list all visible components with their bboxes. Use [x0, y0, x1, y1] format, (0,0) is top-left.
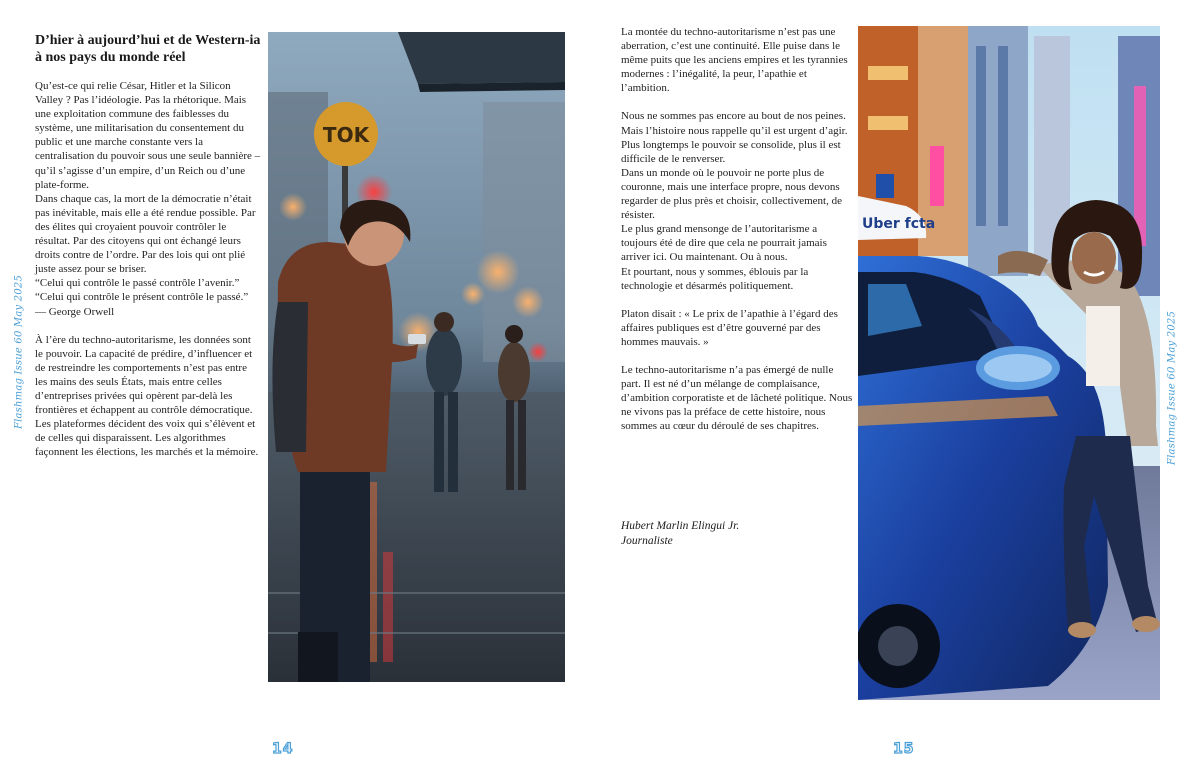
paragraph: Dans chaque cas, la mort de la démocratie n’était pas inévitable, mais elle a été rendue possible. Par des élites qui croyaient pouvoir contrôler le résultat. Par des citoyens qui ont échangé leurs droits contre de l’ordre. Par des lois qui ont plié juste assez pour se briser.: [35, 192, 256, 276]
paragraph: Plus longtemps le pouvoir se consolide, plus il est difficile de le renverser.: [621, 138, 841, 165]
page-number-right: 15: [893, 741, 915, 757]
quote-line: “Celui qui contrôle le présent contrôle le passé.”: [35, 291, 249, 304]
paragraph-gap: [621, 349, 855, 363]
paragraph: Nous ne sommes pas encore au bout de nos peines. Mais l’histoire nous rappelle qu’il est urgent d’agir.: [621, 110, 848, 137]
photo-man-with-phone: [268, 32, 565, 682]
paragraph: Dans un monde où le pouvoir ne porte plus de couronne, mais une interface propre, nous devons regarder de plus près et choisir, collectivement, de résister.: [621, 166, 842, 222]
photo-sign-text: TOK: [322, 123, 370, 147]
paragraph-gap: [621, 293, 855, 307]
quote-attribution: — George Orwell: [35, 305, 115, 318]
author-role: Journaliste: [621, 534, 673, 547]
paragraph: Le plus grand mensonge de l’autoritarisme a toujours été de dire que cela ne pourrait jamais arriver ici. Ou maintenant. Ou à nous.: [621, 223, 827, 264]
issue-note-left: Flashmag Issue 60 May 2025: [13, 274, 25, 430]
quote-paragraph: Platon disait : « Le prix de l’apathie à l’égard des affaires publiques est d’être gouverné par des hommes mauvais. »: [621, 307, 838, 348]
photo-woman-with-car: [858, 26, 1160, 700]
author-name: Hubert Marlin Elingui Jr.: [621, 520, 740, 532]
paragraph-gap: [35, 319, 261, 333]
paragraph: Et pourtant, nous y sommes, éblouis par la technologie et désarmés politiquement.: [621, 265, 809, 292]
quote-line: “Celui qui contrôle le passé contrôle l’avenir.”: [35, 277, 240, 290]
article-title: D’hier à aujourd’hui et de Western-ia à nos pays du monde réel: [35, 33, 261, 65]
taxi-sign-text: Uber fcta: [862, 216, 936, 232]
author-signature: [621, 519, 739, 548]
issue-note-right: Flashmag Issue 60 May 2025: [1166, 310, 1178, 466]
page-number-left: 14: [272, 741, 294, 757]
left-text-column: [35, 79, 261, 459]
right-text-column: [621, 25, 855, 433]
paragraph: Le techno-autoritarisme n’a pas émergé de nulle part. Il est né d’un mélange de complaisance, d’ambition corporatiste et de lâcheté politique. Nous ne vivons pas la préface de cette histoire, nous sommes au cœur du déroulé de ses chapitres.: [621, 363, 853, 433]
paragraph: La montée du techno-autoritarisme n’est pas une aberration, c’est une continuité. Elle puise dans le même puits que les anciens empires et les tyrannies modernes : l’inégalité, la peur, l’apathie et l’ambition.: [621, 26, 848, 95]
paragraph: Qu’est-ce qui relie César, Hitler et la Silicon Valley ? Pas l’idéologie. Pas la rhétorique. Mais une exploitation commune des faiblesses du système, une militarisation du consentement du public et une marche constante vers la centralisation du pouvoir sous une seule bannière – qu’il s’agisse d’un empire, d’un Reich ou d’une plate-forme.: [35, 80, 261, 191]
paragraph-gap: [621, 95, 855, 109]
paragraph: À l’ère du techno-autoritarisme, les données sont le pouvoir. La capacité de prédire, d’influencer et de restreindre les comportements n’est pas entre les mains des seuls États, mais entre celles d’entreprises privées qui opèrent par-delà les frontières et échappent au contrôle démocratique. Les plateformes décident des voix qui s’élèvent et de celles qui disparaissent. Les algorithmes façonnent les élections, les marchés et la mémoire.: [35, 333, 259, 459]
